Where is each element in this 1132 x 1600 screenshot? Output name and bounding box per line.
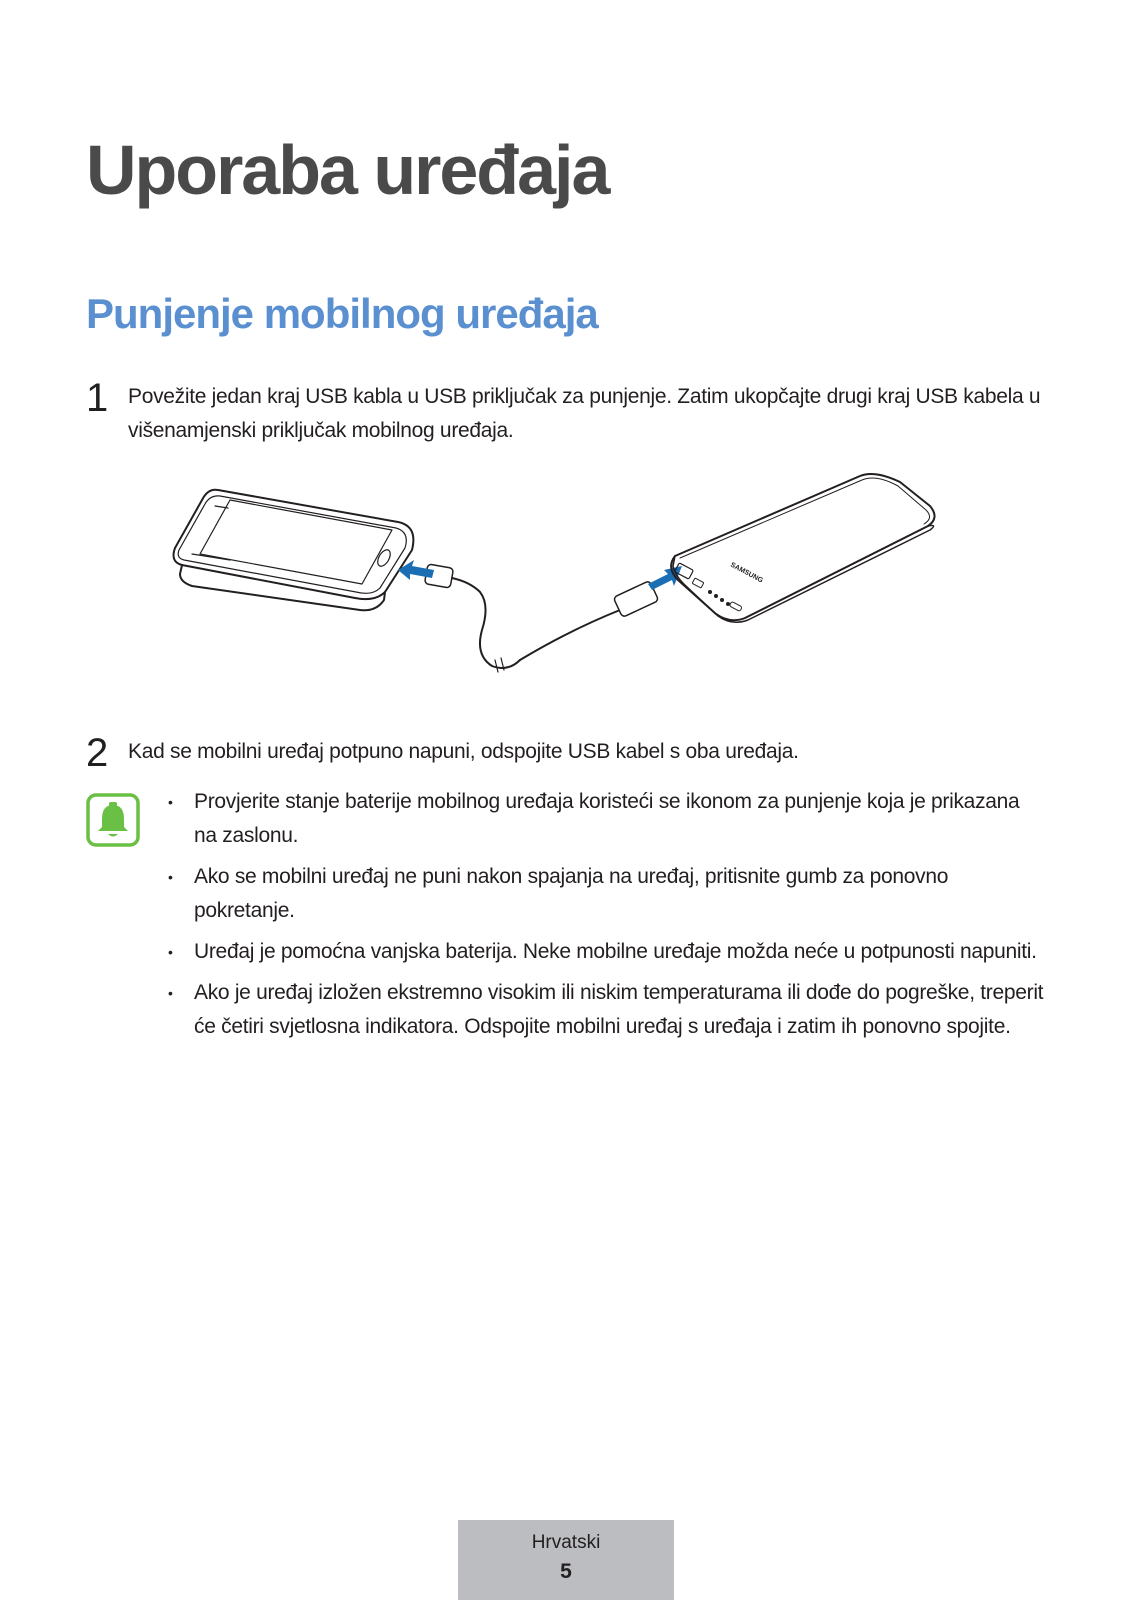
page-title: Uporaba uređaja [86,131,609,209]
step-number: 2 [86,731,109,775]
footer-language: Hrvatski [531,1532,601,1553]
phone-illustration [174,490,414,611]
notice-item [166,785,1046,853]
notice-item-text: Ako je uređaj izložen ekstremno visokim ili niskim temperaturama ili dođe do pogreške, treperit će četiri svjetlosna indikatora. Odspojite mobilni uređaj s uređaja i zatim ih ponovno spojite. [194,981,1044,1038]
page-number: 5 [560,1560,572,1583]
notice-item [166,860,1046,928]
step-number: 1 [86,376,109,420]
bullet: • [168,869,173,885]
notice-item-text: Ako se mobilni uređaj ne puni nakon spajanja na uređaj, pritisnite gumb za ponovno pokretanje. [194,865,949,922]
notice-item [166,935,1046,969]
charging-illustration [170,470,970,690]
usb-cable-illustration [402,564,668,672]
notice-item-text: Uređaj je pomoćna vanjska baterija. Neke mobilne uređaje možda neće u potpunosti napuniti. [194,940,1037,963]
bullet: • [168,985,173,1001]
step-text: Kad se mobilni uređaj potpuno napuni, odspojite USB kabel s oba uređaja. [128,740,799,763]
notice-item [166,976,1046,1044]
bullet: • [168,794,173,810]
battery-pack-illustration [671,474,934,622]
notice-bell-icon [86,793,140,847]
step-1 [86,376,1046,452]
step-2 [86,731,1046,775]
notice-list [166,785,1046,1051]
step-text: Povežite jedan kraj USB kabla u USB priključak za punjenje. Zatim ukopčajte drugi kraj USB kabela u višenamjenski priključak mobilnog uređaja. [128,385,1041,442]
notice-item-text: Provjerite stanje baterije mobilnog uređaja koristeći se ikonom za punjenje koja je prikazana na zaslonu. [194,790,1020,847]
bullet: • [168,944,173,960]
battery-brand-label: SAMSUNG [729,561,764,585]
page-footer [458,1520,674,1600]
section-title: Punjenje mobilnog uređaja [86,290,598,337]
